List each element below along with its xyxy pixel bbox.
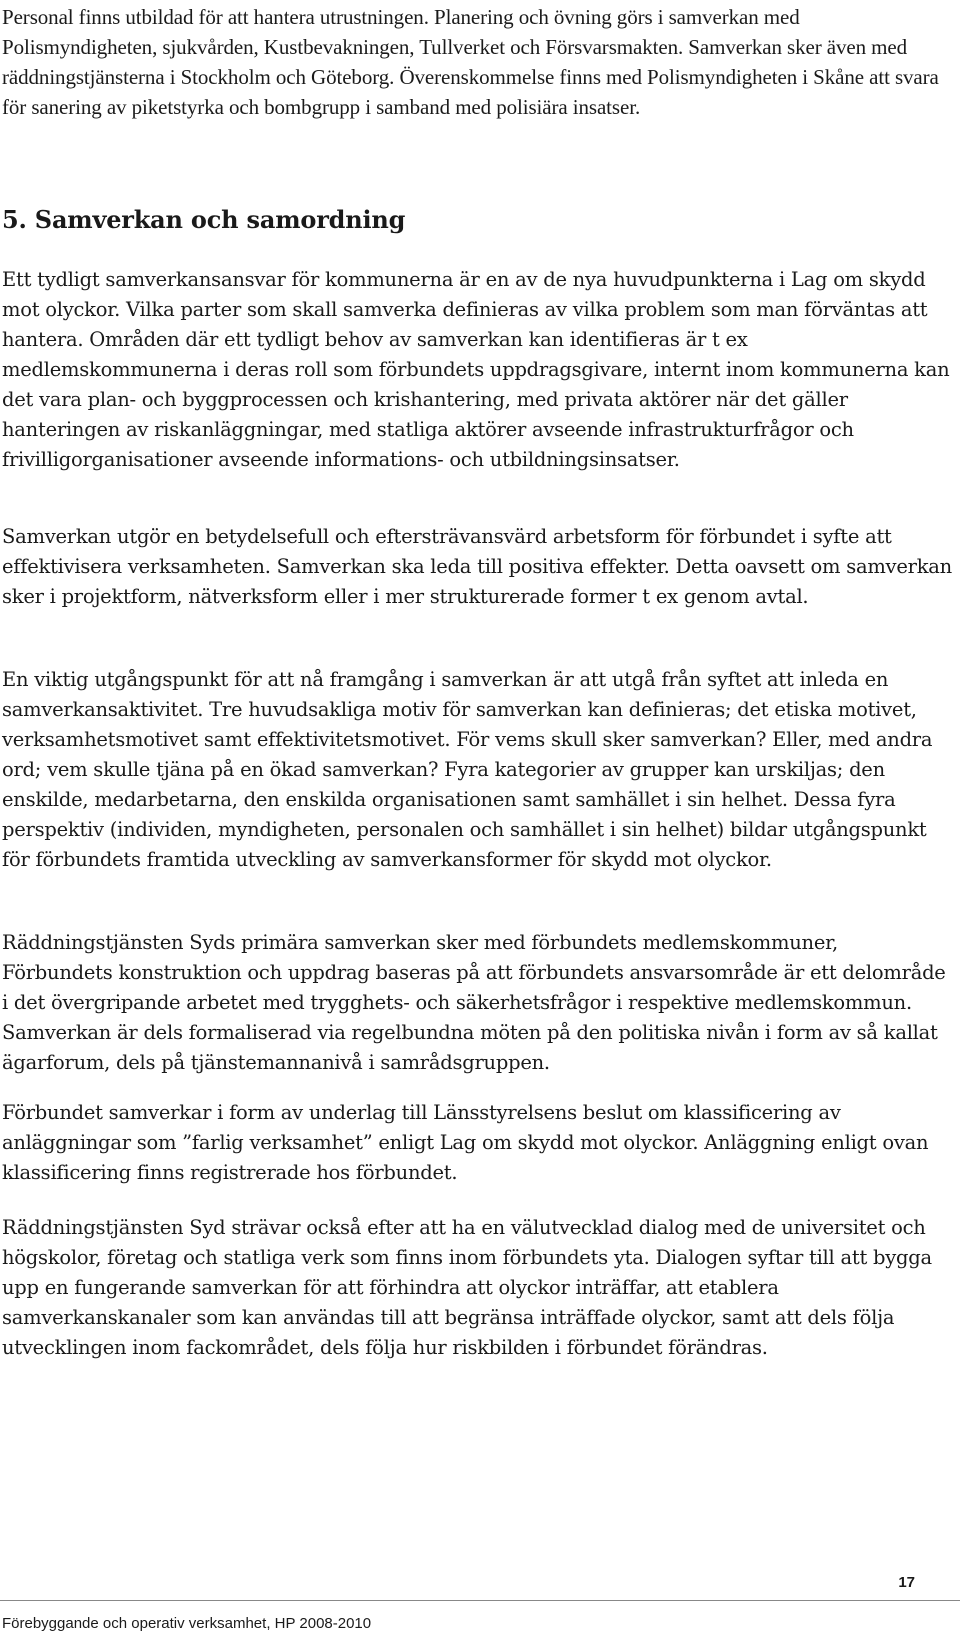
page-number: 17 xyxy=(898,1574,915,1591)
section-heading: 5. Samverkan och samordning xyxy=(2,205,406,234)
body-paragraph: Samverkan utgör en betydelsefull och eftersträvansvärd arbetsform för förbundet i syfte att effektivisera verksamheten. Samverkan ska leda till positiva effekter. Detta oavsett om samverkan sker i projektform, nätverksform eller i mer strukturerade former t ex genom avtal. xyxy=(2,525,952,608)
body-paragraph: En viktig utgångspunkt för att nå framgång i samverkan är att utgå från syftet att inleda en samverkansaktivitet. Tre huvudsakliga motiv för samverkan kan definieras; det etiska motivet, verksamhetsmotivet samt effektivitetsmotivet. För vems skull sker samverkan? Eller, med andra ord; vem skulle tjäna på en ökad samverkan? Fyra kategorier av grupper kan urskiljas; den enskilde, medarbetarna, den enskilda organisationen samt samhället i sin helhet. Dessa fyra perspektiv (individen, myndigheten, personalen och samhället i sin helhet) bildar utgångspunkt för förbundets framtida utveckling av samverkansformer för skydd mot olyckor. xyxy=(2,668,933,871)
footer-text: Förebyggande och operativ verksamhet, HP 2008-2010 xyxy=(2,1615,372,1632)
body-paragraph: Räddningstjänsten Syd strävar också efter att ha en välutvecklad dialog med de universitet och högskolor, företag och statliga verk som finns inom förbundets yta. Dialogen syftar till att bygga upp en fungerande samverkan för att förhindra att olyckor inträffar, att etablera samverkanskanaler som kan användas till att begränsa inträffade olyckor, samt att dels följa utvecklingen inom fackområdet, dels följa hur riskbilden i förbundet förändras. xyxy=(2,1216,932,1359)
body-paragraph: Räddningstjänsten Syds primära samverkan sker med förbundets medlemskommuner, Förbundets konstruktion och uppdrag baseras på att förbundets ansvarsområde är ett delområde i det övergripande arbetet med trygghets- och säkerhetsfrågor i respektive medlemskommun. Samverkan är dels formaliserad via regelbundna möten på den politiska nivån i form av så kallat ägarforum, dels på tjänstemannanivå i samrådsgruppen. xyxy=(2,931,946,1074)
intro-paragraph: Personal finns utbildad för att hantera utrustningen. Planering och övning görs i samverkan med Polismyndigheten, sjukvården, Kustbevakningen, Tullverket och Försvarsmakten. Samverkan sker även med räddningstjänsterna i Stockholm och Göteborg. Överenskommelse finns med Polismyndigheten i Skåne att svara för sanering av piketstyrka och bombgrupp i samband med polisiära insatser. xyxy=(2,5,939,119)
footer-divider xyxy=(0,1600,960,1601)
body-paragraph: Ett tydligt samverkansansvar för kommunerna är en av de nya huvudpunkterna i Lag om skydd mot olyckor. Vilka parter som skall samverka definieras av vilka problem som man förväntas att hantera. Områden där ett tydligt behov av samverkan kan identifieras är t ex medlemskommunerna i deras roll som förbundets uppdragsgivare, internt inom kommunerna kan det vara plan- och byggprocessen och krishantering, med privata aktörer när det gäller hanteringen av riskanläggningar, med statliga aktörer avseende infrastrukturfrågor och frivilligorganisationer avseende informations- och utbildningsinsatser. xyxy=(2,268,950,471)
body-paragraph: Förbundet samverkar i form av underlag till Länsstyrelsens beslut om klassificering av anläggningar som ”farlig verksamhet” enligt Lag om skydd mot olyckor. Anläggning enligt ovan klassificering finns registrerade hos förbundet. xyxy=(2,1101,929,1184)
